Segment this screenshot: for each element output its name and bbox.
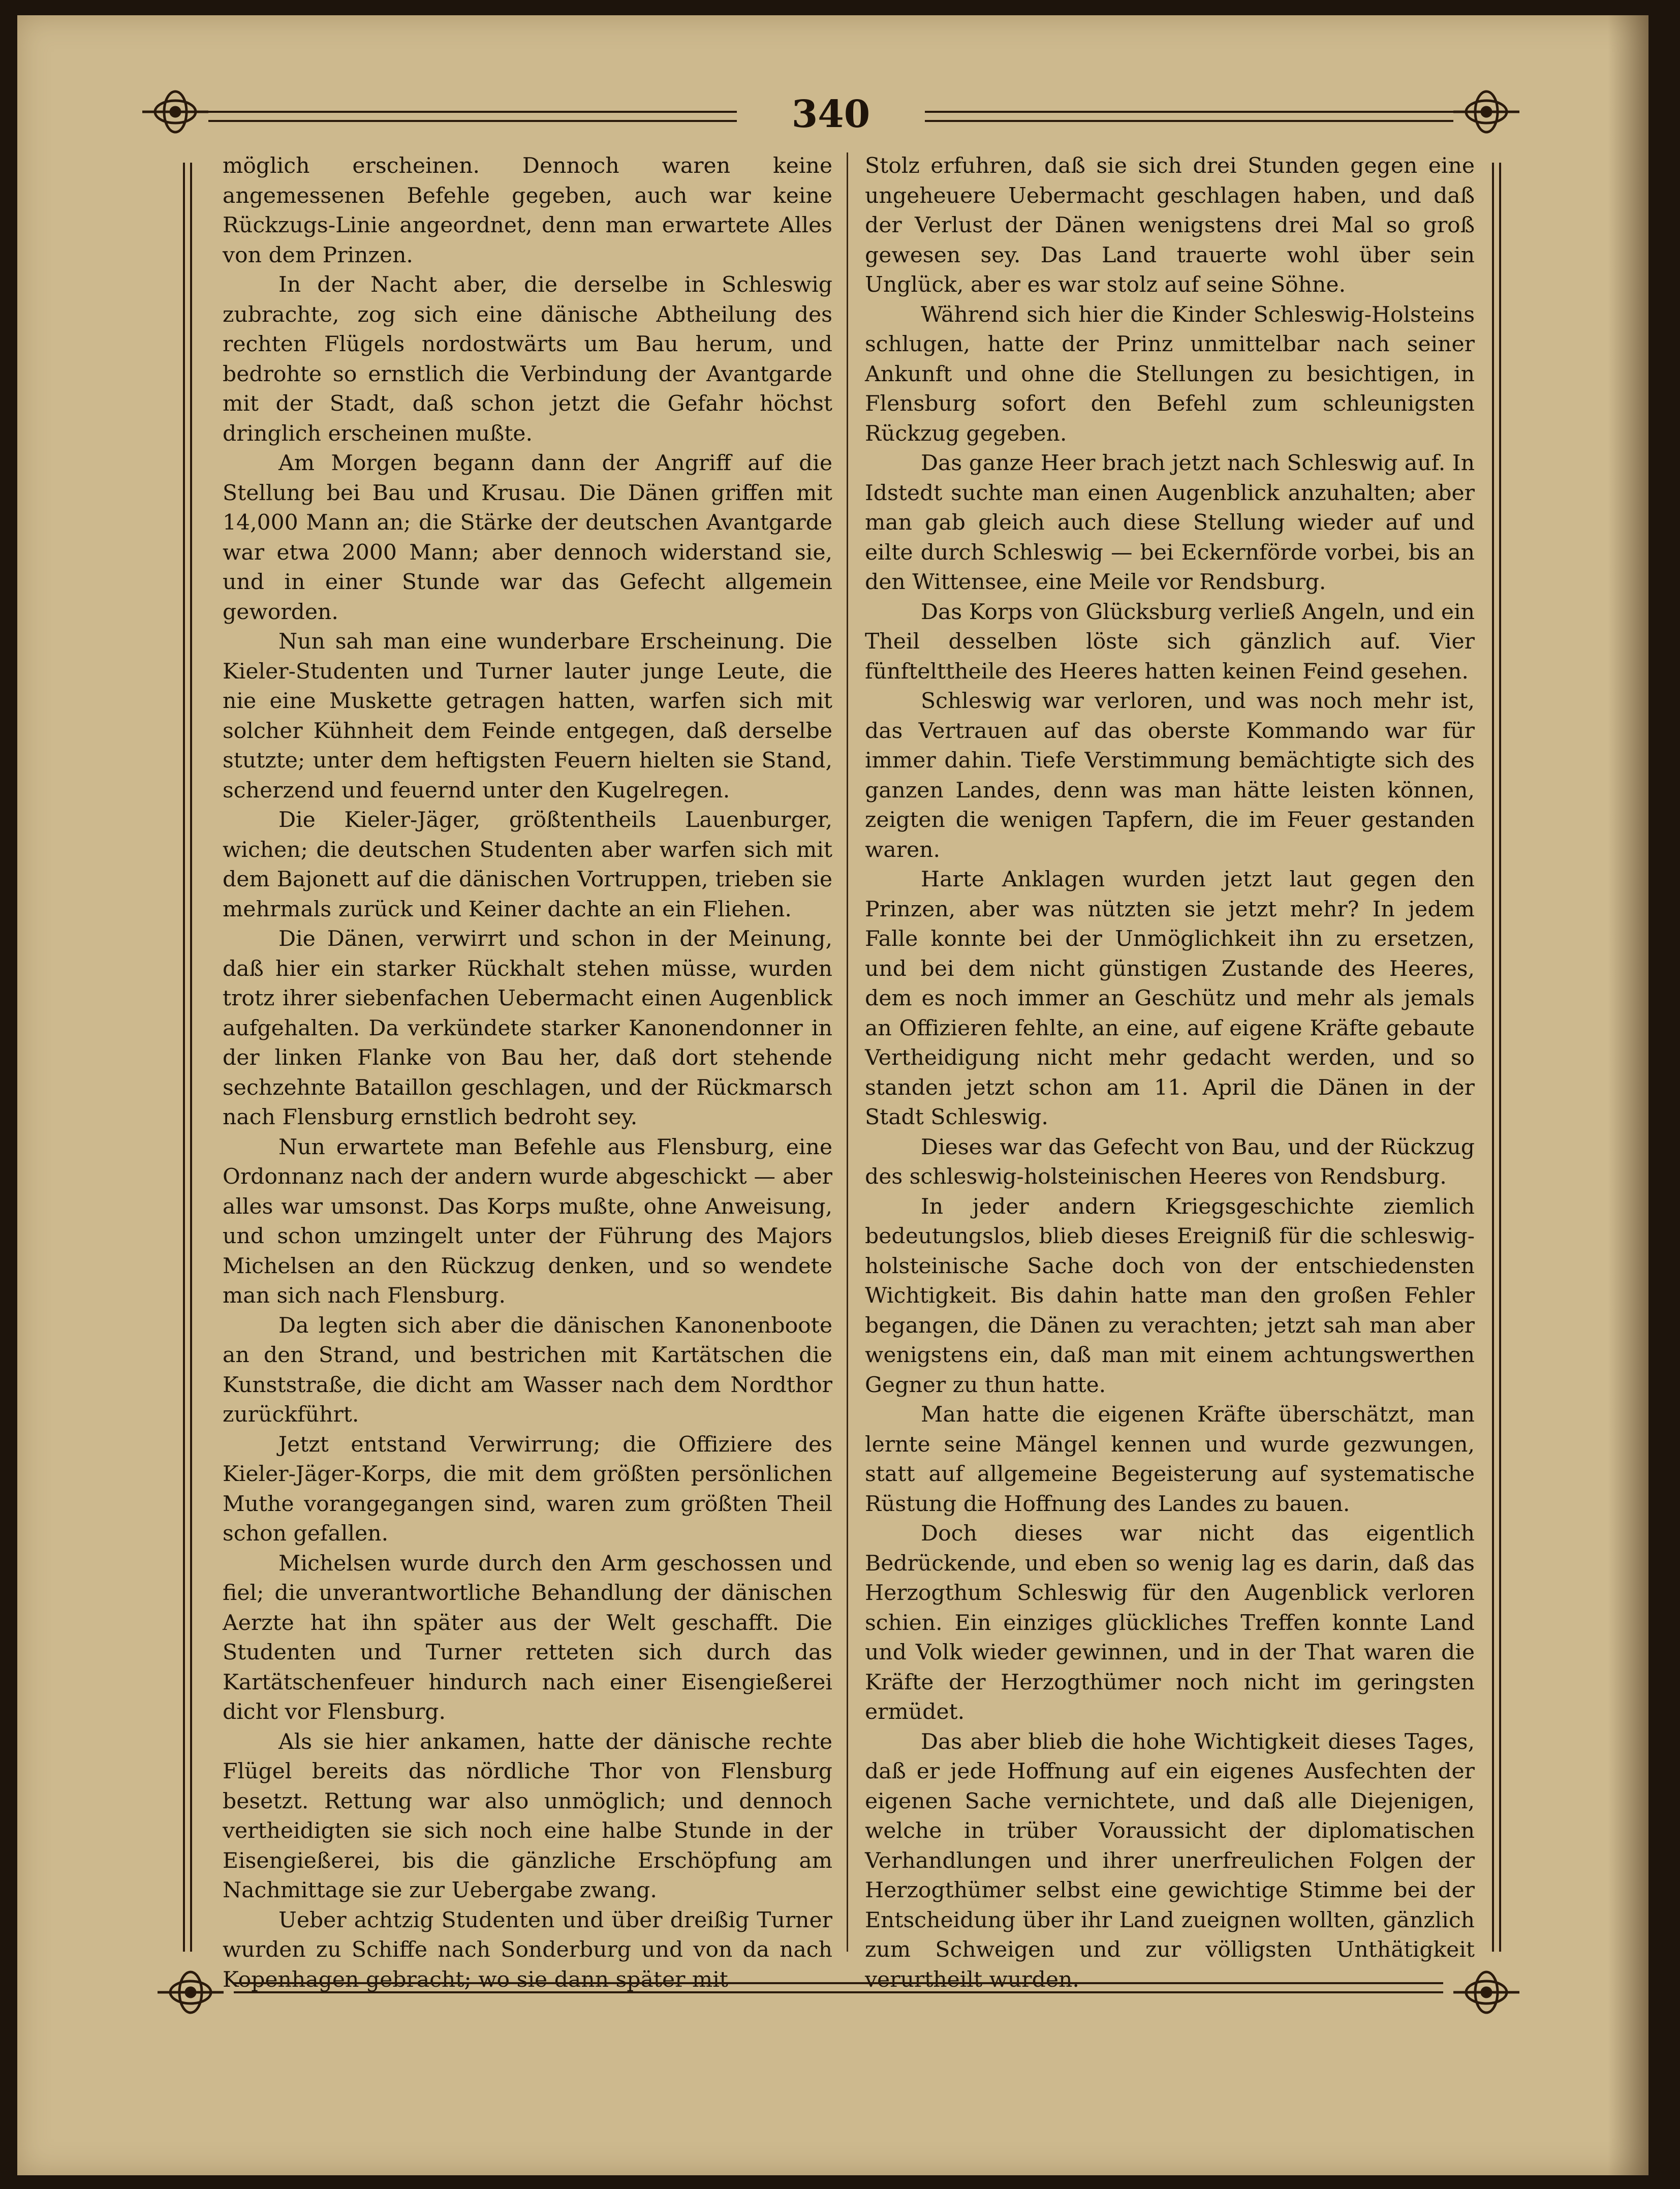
paragraph: Schleswig war verloren, und was noch mehr ist, das Vertrauen auf das oberste Kommando war für immer dahin. Tiefe Verstimmung bemächtigte sich des ganzen Landes, denn was man hätte leisten können, zeigten die wenigen Tapfern, die im Feuer gestanden waren.: [865, 689, 1475, 862]
paragraph: Dieses war das Gefecht von Bau, und der Rückzug des schleswig-holsteinischen Heeres von Rendsburg.: [865, 1134, 1475, 1189]
page-edge-shadow: [1608, 15, 1648, 2175]
paragraph: Ueber achtzig Studenten und über dreißig Turner wurden zu Schiffe nach Sonderburg und von da nach Kopenhagen gebracht; wo sie dann später mit: [223, 1907, 832, 1992]
paragraph: Da legten sich aber die dänischen Kanonenboote an den Strand, und bestrichen mit Kartätschen die Kunststraße, die dicht am Wasser nach dem Nordthor zurückführt.: [223, 1313, 832, 1427]
corner-ornament-icon: [1448, 81, 1525, 142]
paragraph: Die Kieler-Jäger, größtentheils Lauenburger, wichen; die deutschen Studenten aber warfen sich mit dem Bajonett auf die dänischen Vortruppen, trieben sie mehrmals zurück und Keiner dachte an ein Fliehen.: [223, 808, 832, 922]
paragraph: Nun erwartete man Befehle aus Flensburg, eine Ordonnanz nach der andern wurde abgeschickt — aber alles war umsonst. Das Korps mußte, ohne Anweisung, und schon umzingelt unter der Führung des Majors Michelsen an den Rückzug denken, und so wendete man sich nach Flensburg.: [223, 1134, 832, 1308]
corner-ornament-icon: [1448, 1962, 1525, 2023]
header-rule-right: [925, 111, 1453, 122]
column-divider: [847, 152, 848, 1952]
paragraph: Das aber blieb die hohe Wichtigkeit dieses Tages, daß er jede Hoffnung auf ein eigenes Ausfechten der eigenen Sache vernichtete, und daß alle Diejenigen, welche in trüber Voraussicht der diplomatischen Verhandlungen und ihrer unerfreulichen Folgen der Herzogthümer selbst eine gewichtige Stimme bei der Entscheidung über ihr Land zueignen wollten, gänzlich zum Schweigen und zur völligsten Unthätigkeit verurtheilt wurden.: [865, 1729, 1475, 1992]
paragraph: Doch dieses war nicht das eigentlich Bedrückende, und eben so wenig lag es darin, daß das Herzogthum Schleswig für den Augenblick verloren schien. Ein einziges glückliches Treffen konnte Land und Volk wieder gewinnen, und in der That waren die Kräfte der Herzogthümer noch nicht im geringsten ermüdet.: [865, 1521, 1475, 1724]
paragraph: Das Korps von Glücksburg verließ Angeln, und ein Theil desselben löste sich gänzlich auf. Vier fünftelttheile des Heeres hatten keinen Feind gesehen.: [865, 599, 1475, 684]
left-border-ornament: [183, 163, 192, 1952]
page-header: [158, 86, 1504, 142]
paragraph: Als sie hier ankamen, hatte der dänische rechte Flügel bereits das nördliche Thor von Flensburg besetzt. Rettung war also unmöglich; und dennoch vertheidigten sie sich noch eine halbe Stunde in der Eisengießerei, bis die gänzliche Erschöpfung am Nachmittage sie zur Uebergabe zwang.: [223, 1729, 832, 1903]
left-column: [223, 151, 832, 1992]
paragraph: Stolz erfuhren, daß sie sich drei Stunden gegen eine ungeheuere Uebermacht geschlagen haben, und daß der Verlust der Dänen wenigstens drei Mal so groß gewesen sey. Das Land trauerte wohl über sein Unglück, aber es war stolz auf seine Söhne.: [865, 153, 1475, 297]
right-column: [865, 151, 1475, 1992]
paragraph: Harte Anklagen wurden jetzt laut gegen den Prinzen, aber was nützten sie jetzt mehr? In jedem Falle konnte bei der Unmöglichkeit ihn zu ersetzen, und bei dem nicht günstigen Zustande des Heeres, dem es noch immer an Geschütz und mehr als jemals an Offizieren fehlte, an eine, auf eigene Kräfte gebaute Vertheidigung nicht mehr gedacht werden, und so standen jetzt schon am 11. April die Dänen in der Stadt Schleswig.: [865, 867, 1475, 1130]
paragraph: In jeder andern Kriegsgeschichte ziemlich bedeutungslos, blieb dieses Ereigniß für die schleswig-holsteinische Sache doch von der entschiedensten Wichtigkeit. Bis dahin hatte man den großen Fehler begangen, die Dänen zu verachten; jetzt sah man aber wenigstens ein, daß man mit einem achtungswerthen Gegner zu thun hatte.: [865, 1194, 1475, 1398]
corner-ornament-icon: [152, 1962, 229, 2023]
right-border-ornament: [1492, 163, 1501, 1952]
paragraph: Nun sah man eine wunderbare Erscheinung. Die Kieler-Studenten und Turner lauter junge Leute, die nie eine Muskette getragen hatten, warfen sich mit solcher Kühnheit dem Feinde entgegen, daß derselbe stutzte; unter dem heftigsten Feuern hielten sie Stand, scherzend und feuernd unter den Kugelregen.: [223, 629, 832, 803]
paragraph: Die Dänen, verwirrt und schon in der Meinung, daß hier ein starker Rückhalt stehen müsse, wurden trotz ihrer siebenfachen Uebermacht einen Augenblick aufgehalten. Da verkündete starker Kanonendonner in der linken Flanke von Bau her, daß dort stehende sechzehnte Bataillon geschlagen, und der Rückmarsch nach Flensburg ernstlich bedroht sey.: [223, 927, 832, 1130]
paragraph: Am Morgen begann dann der Angriff auf die Stellung bei Bau und Krusau. Die Dänen griffen mit 14,000 Mann an; die Stärke der deutschen Avantgarde war etwa 2000 Mann; aber dennoch widerstand sie, und in einer Stunde war das Gefecht allgemein geworden.: [223, 451, 832, 625]
corner-ornament-icon: [137, 81, 213, 142]
paragraph: möglich erscheinen. Dennoch waren keine angemessenen Befehle gegeben, auch war keine Rückzugs-Linie angeordnet, denn man erwartete Alles von dem Prinzen.: [223, 153, 832, 268]
footer-rule: [234, 1982, 1443, 1993]
paragraph: In der Nacht aber, die derselbe in Schleswig zubrachte, zog sich eine dänische Abtheilung des rechten Flügels nordostwärts um Bau herum, und bedrohte so ernstlich die Verbindung der Avantgarde mit der Stadt, daß schon jetzt die Gefahr höchst dringlich erscheinen mußte.: [223, 272, 832, 446]
paragraph: Michelsen wurde durch den Arm geschossen und fiel; die unverantwortliche Behandlung der dänischen Aerzte hat ihn später aus der Welt geschafft. Die Studenten und Turner retteten sich durch das Kartätschenfeuer hindurch nach einer Eisengießerei dicht vor Flensburg.: [223, 1551, 832, 1724]
page-number: 340: [791, 93, 870, 136]
header-rule-left: [208, 111, 737, 122]
paragraph: Man hatte die eigenen Kräfte überschätzt, man lernte seine Mängel kennen und wurde gezwungen, statt auf allgemeine Begeisterung auf systematische Rüstung die Hoffnung des Landes zu bauen.: [865, 1402, 1475, 1517]
paragraph: Das ganze Heer brach jetzt nach Schleswig auf. In Idstedt suchte man einen Augenblick anzuhalten; aber man gab gleich auch diese Stellung wieder auf und eilte durch Schleswig — bei Eckernförde vorbei, bis an den Wittensee, eine Meile vor Rendsburg.: [865, 451, 1475, 595]
paragraph: Während sich hier die Kinder Schleswig-Holsteins schlugen, hatte der Prinz unmittelbar nach seiner Ankunft und ohne die Stellungen zu besichtigen, in Flensburg sofort den Befehl zum schleunigsten Rückzug gegeben.: [865, 302, 1475, 446]
paragraph: Jetzt entstand Verwirrung; die Offiziere des Kieler-Jäger-Korps, die mit dem größten persönlichen Muthe vorangegangen sind, waren zum größten Theil schon gefallen.: [223, 1432, 832, 1546]
